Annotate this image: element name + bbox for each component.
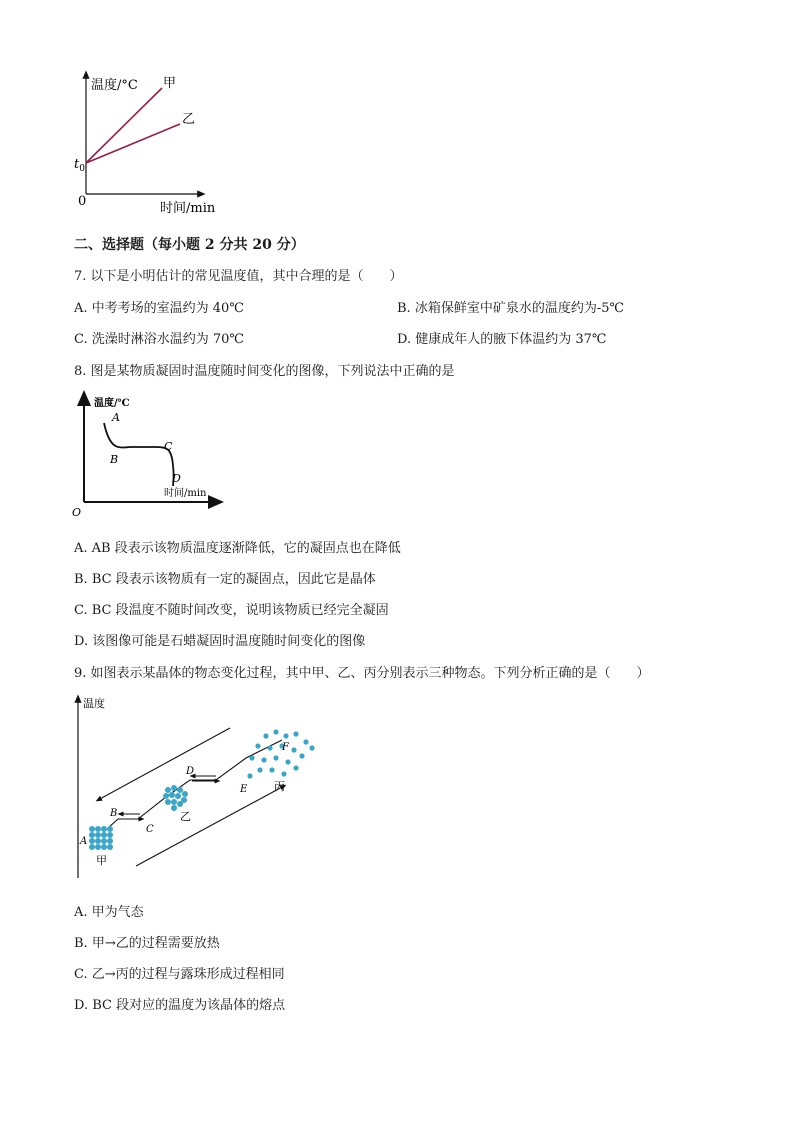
q9-state-jia: 甲: [96, 854, 107, 867]
q9-stem: 9. 如图表示某晶体的物态变化过程，其中甲、乙、丙分别表示三种物态。下列分析正确的是（ ）: [74, 666, 650, 681]
q8-point-c: C: [164, 440, 173, 453]
q9-cooling-arrow: [98, 728, 230, 800]
q8-origin: O: [72, 506, 82, 519]
q9-state-yi: 乙: [180, 810, 191, 823]
q9-figure: [70, 692, 330, 882]
q9-solid-particles: [89, 826, 113, 850]
q9-option-a[interactable]: A. 甲为气态: [74, 905, 144, 920]
q9-point-b: B: [110, 808, 118, 819]
series-jia-label: 甲: [163, 76, 177, 91]
t0-label: $t_0$: [74, 157, 85, 174]
q9-gas-particles: [247, 729, 314, 778]
section-title: 二、选择题（每小题 2 分共 20 分）: [74, 237, 305, 253]
series-jia-line: [86, 88, 162, 163]
series-yi-label: 乙: [182, 112, 196, 127]
q8-option-c[interactable]: C. BC 段温度不随时间改变，说明该物质已经完全凝固: [74, 603, 389, 618]
q9-option-c[interactable]: C. 乙→丙的过程与露珠形成过程相同: [74, 967, 285, 982]
q7-stem: 7. 以下是小明估计的常见温度值，其中合理的是（ ）: [74, 269, 403, 284]
q9-liquid-particles: [163, 785, 188, 811]
q7-option-b[interactable]: B. 冰箱保鲜室中矿泉水的温度约为-5℃: [397, 301, 625, 316]
q9-point-e: E: [240, 784, 248, 795]
q9-state-bing: 丙: [274, 780, 285, 793]
q8-option-b[interactable]: B. BC 段表示该物质有一定的凝固点，因此它是晶体: [74, 572, 376, 587]
q9-point-c: C: [146, 824, 154, 835]
q7-option-d[interactable]: D. 健康成年人的腋下体温约为 37℃: [397, 332, 607, 347]
origin-label: 0: [78, 194, 87, 209]
q9-y-label: 温度: [83, 697, 105, 710]
q9-point-a: A: [80, 836, 88, 847]
q9-heating-arrow: [136, 786, 284, 866]
x-axis-label: 时间/min: [160, 201, 216, 216]
q9-phase-path: [108, 740, 282, 828]
series-yi-line: [86, 124, 180, 163]
q8-y-label: 温度/℃: [94, 398, 130, 409]
figure1-graph: [70, 68, 230, 218]
q8-point-b: B: [110, 453, 119, 466]
y-axis-label: 温度/°C: [91, 78, 138, 93]
q8-option-a[interactable]: A. AB 段表示该物质温度逐渐降低，它的凝固点也在降低: [74, 541, 401, 556]
q8-point-d: D: [172, 472, 181, 485]
q9-option-d[interactable]: D. BC 段对应的温度为该晶体的熔点: [74, 998, 286, 1013]
q9-point-d: D: [186, 766, 195, 777]
q7-option-a[interactable]: A. 中考考场的室温约为 40℃: [74, 301, 244, 316]
q8-option-d[interactable]: D. 该图像可能是石蜡凝固时温度随时间变化的图像: [74, 634, 366, 649]
q9-point-f: F: [282, 742, 289, 753]
q7-option-c[interactable]: C. 洗澡时淋浴水温约为 70℃: [74, 332, 244, 347]
q8-x-label: 时间/min: [164, 488, 207, 499]
q9-option-b[interactable]: B. 甲→乙的过程需要放热: [74, 936, 220, 951]
q8-point-a: A: [112, 411, 120, 424]
q8-stem: 8. 图是某物质凝固时温度随时间变化的图像，下列说法中正确的是: [74, 364, 455, 379]
q8-figure: [66, 390, 226, 520]
